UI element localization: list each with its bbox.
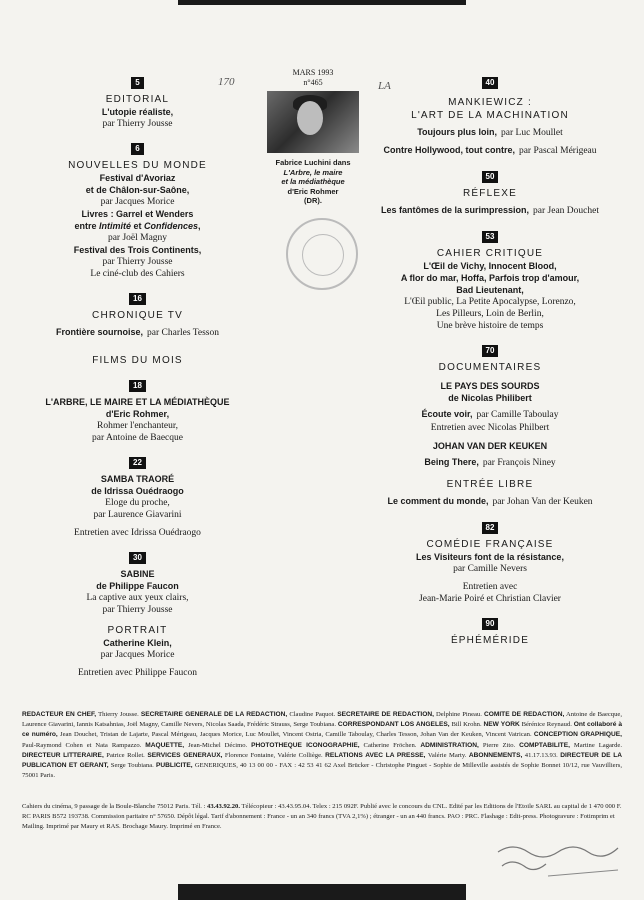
article-title: Bad Lieutenant,: [456, 285, 524, 295]
section-title: NOUVELLES DU MONDE: [68, 160, 207, 171]
right-column: [370, 72, 610, 655]
top-bar: [178, 0, 466, 5]
entry-comedie: [370, 517, 610, 605]
library-stamp: [286, 218, 358, 290]
article-interview: Entretien avec Nicolas Philbert: [430, 423, 550, 433]
page-number: 16: [129, 293, 146, 305]
page-number: 82: [482, 522, 499, 534]
entry-reflexe: [370, 166, 610, 218]
entry-sabine: [20, 547, 255, 616]
article-title: Les Visiteurs font de la résistance,: [416, 552, 564, 562]
article-title: JOHAN VAN DER KEUKEN: [432, 441, 548, 451]
article-title: L'ARBRE, LE MAIRE ET LA MÉDIATHÈQUE: [45, 397, 230, 407]
article-author: par Thierry Jousse: [102, 605, 173, 615]
entry-mankiewicz: [370, 72, 610, 158]
section-title: MANKIEWICZ :: [448, 97, 532, 108]
article-line: Toujours plus loin, par Luc Moullet: [417, 127, 563, 138]
article-author: par Camille Nevers: [453, 564, 527, 574]
article-title: Catherine Klein,: [103, 638, 172, 648]
entry-ephemeride: [370, 613, 610, 647]
entry-entree-libre: [370, 478, 610, 509]
entry-chronique: [20, 288, 255, 340]
article-line: Le comment du monde, par Johan Van der Keuken: [387, 496, 593, 507]
article-title: LE PAYS DES SOURDS: [440, 381, 540, 391]
photo-caption: Fabrice Luchini dans: [275, 158, 351, 167]
entry-documentaires: [370, 340, 610, 470]
page-number: 53: [482, 231, 499, 243]
photo-caption: (DR).: [304, 196, 322, 205]
article-interview: Jean-Marie Poiré et Christian Clavier: [419, 594, 561, 604]
article-line: Frontière sournoise, par Charles Tesson: [55, 327, 219, 338]
entry-nouvelles: [20, 138, 255, 280]
photo-caption: et la médiathèque: [281, 177, 345, 186]
article-subtitle: Rohmer l'enchanteur,: [97, 421, 178, 431]
section-title: ENTRÉE LIBRE: [446, 479, 534, 490]
article-title: A flor do mar, Hoffa, Parfois trop d'amour,: [400, 273, 580, 283]
section-title: PORTRAIT: [107, 625, 168, 636]
article-title: Le ciné-club des Cahiers: [90, 269, 185, 279]
article-author: par Jacques Morice: [100, 650, 175, 660]
photo-caption: d'Eric Rohmer: [287, 186, 339, 196]
section-title: CAHIER CRITIQUE: [436, 248, 544, 259]
article-title: Festival des Trois Continents,: [73, 245, 202, 255]
article-line: Les fantômes de la surimpression, par Jean Douchet: [380, 205, 599, 216]
page-number: 50: [482, 171, 499, 183]
page-number: 30: [129, 552, 146, 564]
masthead: REDACTEUR EN CHEF, Thierry Jousse. SECRETAIRE GENERALE DE LA REDACTION, Claudine Paquot. SECRETAIRE DE REDACTION, Delphine Pineau. COMITE DE REDACTION, Antoine de Baecque, Laurence Giavarini, Iannis Katsahnias, Joël Magny, Camille Nevers, Nicolas Saada, Frédéric Strauss, Serge Toubiana. CORRESPONDANT LOS ANGELES, Bill Krohn. NEW YORK Bérénice Reynaud. Ont collaboré à ce numéro, Jean Douchet, Tristan de Lajarte, Pascal Mérigeau, Jacques Morice, Luc Moullet, Vincent Ostria, Camille Taboulay, Charles Tesson, Johan Van der Keuken, Vincent Vatrican. CONCEPTION GRAPHIQUE, Paul-Raymond Cohen et Nata Rampazzo. MAQUETTE, Jean-Michel Décimo. PHOTOTHEQUE ICONOGRAPHIE, Catherine Fröchen. ADMINISTRATION, Pierre Zito. COMPTABILITE, Martine Lagarde. DIRECTEUR LITTERAIRE, Patrice Rollet. SERVICES GENERAUX, Florence Fontaine, Valérie Colliège. RELATIONS AVEC LA PRESSE, Valérie Marty. ABONNEMENTS, 41.17.13.93. DIRECTEUR DE LA PUBLICATION ET GERANT, Serge Toubiana. PUBLICITE, GENERIQUES, 40 13 00 00 - FAX : 42 53 41 62 Axel Brücker - Christophe Pinguet - Sophie de Milleville assistés de Sophie Bonnet 10/12, rue Vauvilliers, 75001 Paris.: [22, 711, 623, 780]
page-number: 70: [482, 345, 499, 357]
article-title: et de Châlon-sur-Saône,: [85, 185, 190, 195]
article-title: SAMBA TRAORÉ: [100, 474, 175, 484]
article-list: Les Pilleurs, Loin de Berlin,: [436, 309, 544, 319]
handwritten-note-left: 170: [218, 76, 235, 88]
section-title: FILMS DU MOIS: [92, 355, 183, 366]
issue-date: MARS 1993: [292, 68, 334, 77]
page-number: 40: [482, 77, 499, 89]
entry-samba: [20, 452, 255, 539]
section-title: L'ART DE LA MACHINATION: [411, 110, 569, 121]
article-list: Une brève histoire de temps: [436, 321, 544, 331]
article-subtitle: La captive aux yeux clairs,: [86, 593, 189, 603]
entry-editorial: [20, 72, 255, 130]
article-author: par Jacques Morice: [100, 197, 175, 207]
article-line: Écoute voir, par Camille Taboulay: [421, 409, 559, 420]
library-stamp-handwriting: [488, 832, 628, 882]
article-author: par Joël Magny: [107, 233, 168, 243]
bottom-bar: [178, 884, 466, 900]
article-title: de Philippe Faucon: [96, 581, 179, 591]
page-number: 5: [131, 77, 143, 89]
section-title: ÉPHÉMÉRIDE: [450, 635, 530, 646]
article-title: Festival d'Avoriaz: [99, 173, 176, 183]
entry-arbre: [20, 375, 255, 444]
issue-number: n°465: [303, 78, 323, 87]
entry-films: [20, 354, 255, 367]
left-column: [20, 72, 255, 687]
article-title: SABINE: [120, 569, 155, 579]
page-number: 22: [129, 457, 146, 469]
article-line: Contre Hollywood, tout contre, par Pascal Mérigeau: [383, 145, 597, 156]
photo-caption: L'Arbre, le maire: [283, 167, 343, 177]
article-author: par Thierry Jousse: [102, 257, 173, 267]
article-title: entre Intimité et Confidences,: [74, 221, 201, 231]
page-number: 90: [482, 618, 499, 630]
article-author: par Thierry Jousse: [102, 119, 173, 129]
article-title: Livres : Garrel et Wenders: [81, 209, 194, 219]
article-title: L'Œil de Vichy, Innocent Blood,: [423, 261, 557, 271]
article-author: par Antoine de Baecque: [91, 433, 183, 443]
section-title: DOCUMENTAIRES: [438, 362, 542, 373]
article-subtitle: Eloge du proche,: [105, 498, 170, 508]
section-title: RÉFLEXE: [463, 188, 517, 199]
section-title: EDITORIAL: [105, 94, 170, 105]
page-number: 6: [131, 143, 143, 155]
entry-portrait: [20, 624, 255, 679]
page-number: 18: [129, 380, 146, 392]
article-interview: Entretien avec: [462, 582, 518, 592]
entry-cahier: [370, 226, 610, 332]
article-list: L'Œil public, La Petite Apocalypse, Lorenzo,: [404, 297, 576, 307]
publication-info: Cahiers du cinéma, 9 passage de la Boule-Blanche 75012 Paris. Tél. : 43.43.92.20. Télécopieur : 43.43.95.04. Telex : 215 092F. Publié avec le concours du CNL. Edité par les Editions de l'Etoile SARL au capital de 1 470 000 F. RC PARIS B572 193738. Commission paritaire n° 57650. Dépôt légal. Tarif d'abonnement : France - un an 340 francs (TVA 2,1%) ; étranger - un an 440 francs. PAO : PRC. Flashage : Edit-press. Photogravure : Fotimprim et Mailing. Imprimé par Maury et RAS. Brochage Maury. Imprimé en France.: [22, 803, 622, 830]
article-title: de Nicolas Philibert: [448, 393, 532, 403]
article-title: L'utopie réaliste,: [101, 107, 174, 117]
article-author: par Laurence Giavarini: [93, 510, 182, 520]
article-title: d'Eric Rohmer,: [105, 409, 170, 419]
handwritten-note-right: LA: [378, 80, 391, 92]
section-title: CHRONIQUE TV: [92, 310, 183, 321]
article-interview: Entretien avec Philippe Faucon: [78, 668, 197, 678]
article-interview: Entretien avec Idrissa Ouédraogo: [74, 528, 201, 538]
article-line: Being There, par François Niney: [424, 457, 556, 468]
middle-column: [258, 68, 368, 206]
article-title: de Idrissa Ouédraogo: [91, 486, 184, 496]
cover-photo: [267, 91, 359, 153]
section-title: COMÉDIE FRANÇAISE: [426, 539, 554, 550]
